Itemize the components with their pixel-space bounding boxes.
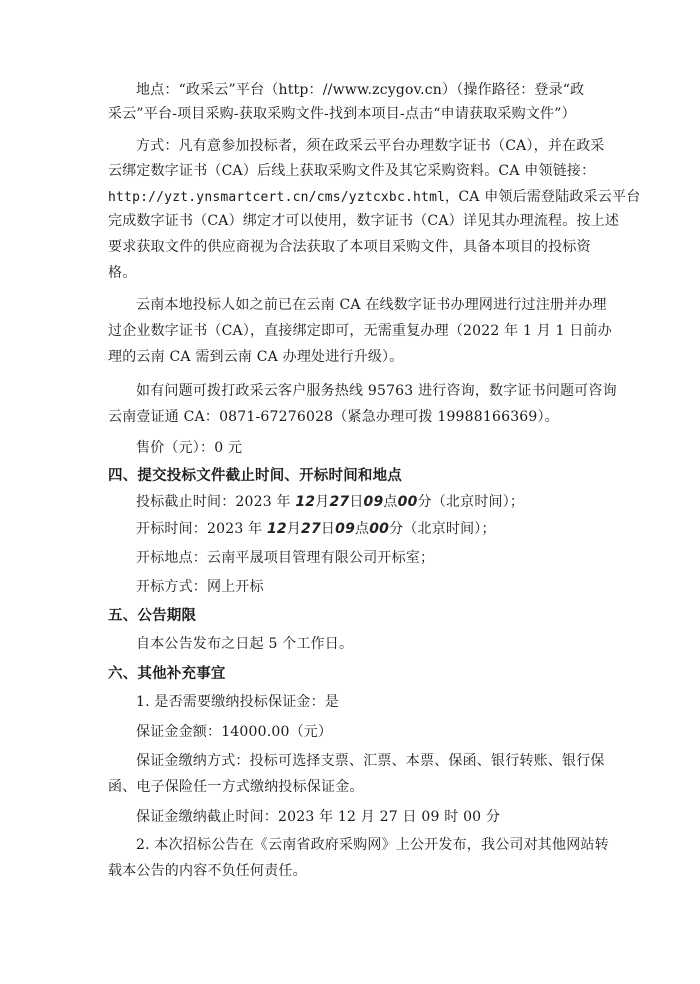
bid-deadline-month-unit: 月 xyxy=(315,494,330,510)
ca-link-url: http://yzt.ynsmartcert.cn/cms/yztcxbc.html， xyxy=(108,190,459,205)
local-bidder-line-2: 过企业数字证书（CA），直接绑定即可，无需重复办理（2022 年 1 月 1 日前办 xyxy=(108,323,612,339)
deposit-amount-line: 保证金金额：14000.00（元） xyxy=(136,724,333,740)
deposit-required-line: 1. 是否需要缴纳投标保证金：是 xyxy=(136,694,340,710)
opening-place-line: 开标地点：云南平晟项目管理有限公司开标室； xyxy=(136,550,435,566)
bid-deadline-month-handwritten: 12 xyxy=(295,494,316,510)
section-4-heading: 四、提交投标文件截止时间、开标时间和地点 xyxy=(108,467,402,484)
bid-deadline-line xyxy=(136,492,524,512)
method-line-2: 云绑定数字证书（CA）后线上获取采购文件及其它采购资料。CA 申领链接： xyxy=(108,163,596,179)
location-line-2: 采云”平台-项目采购-获取采购文件-找到本项目-点击“申请获取采购文件”） xyxy=(108,106,576,122)
method-line-3-rest: CA 申领后需登陆政采云平台 xyxy=(458,189,641,205)
bid-deadline-suffix: 分（北京时间）； xyxy=(417,494,525,510)
opening-day-unit: 日 xyxy=(320,521,336,537)
notice-period-line: 自本公告发布之日起 5 个工作日。 xyxy=(136,636,354,652)
method-line-5: 要求获取文件的供应商视为合法获取了本项目采购文件，具备本项目的投标资 xyxy=(108,239,591,255)
bid-deadline-day-unit: 日 xyxy=(349,494,364,510)
deposit-method-line-1: 保证金缴纳方式：投标可选择支票、汇票、本票、保函、银行转账、银行保 xyxy=(136,753,605,769)
deposit-method-line-2: 函、电子保险任一方式缴纳投标保证金。 xyxy=(108,779,364,795)
opening-hour-unit: 点 xyxy=(355,521,370,537)
method-line-1: 方式：凡有意参加投标者，须在政采云平台办理数字证书（CA），并在政采 xyxy=(136,138,605,154)
opening-mode-line: 开标方式：网上开标 xyxy=(136,579,264,595)
bid-deadline-prefix: 投标截止时间：2023 年 xyxy=(136,494,291,510)
method-line-6: 格。 xyxy=(108,265,137,281)
help-line-1: 如有问题可拨打政采云客户服务热线 95763 进行咨询，数字证书问题可咨询 xyxy=(136,383,617,399)
opening-hour-handwritten: 09 xyxy=(335,521,356,537)
local-bidder-line-3: 理的云南 CA 需到云南 CA 办理处进行升级）。 xyxy=(108,349,404,365)
opening-month-unit: 月 xyxy=(286,521,302,537)
section-5-heading: 五、公告期限 xyxy=(108,607,197,624)
method-line-3 xyxy=(108,187,640,208)
help-line-2: 云南壹证通 CA：0871-67276028（紧急办理可拨 19988166369）。 xyxy=(108,409,559,425)
opening-time-prefix: 开标时间：2023 年 xyxy=(136,521,263,537)
bid-deadline-minute-handwritten: 00 xyxy=(397,494,418,510)
method-line-4: 完成数字证书（CA）绑定才可以使用，数字证书（CA）详见其办理流程。按上述 xyxy=(108,213,620,229)
local-bidder-line-1: 云南本地投标人如之前已在云南 CA 在线数字证书办理网进行过注册并办理 xyxy=(136,297,607,313)
opening-day-handwritten: 27 xyxy=(301,521,321,537)
opening-minute-handwritten: 00 xyxy=(369,521,390,537)
opening-time-line xyxy=(136,519,496,539)
opening-month-handwritten: 12 xyxy=(266,521,287,537)
bid-deadline-hour-unit: 点 xyxy=(383,494,398,510)
bid-deadline-hour-handwritten: 09 xyxy=(363,494,384,510)
opening-time-suffix: 分（北京时间）； xyxy=(389,521,496,537)
bid-deadline-day-handwritten: 27 xyxy=(329,494,350,510)
publication-line-1: 2. 本次招标公告在《云南省政府采购网》上公开发布，我公司对其他网站转 xyxy=(136,837,609,853)
location-line-1: 地点：“政采云”平台（http：//www.zcygov.cn）（操作路径：登录“政 xyxy=(136,82,585,98)
publication-line-2: 载本公告的内容不负任何责任。 xyxy=(108,863,307,879)
price-line: 售价（元）：0 元 xyxy=(136,440,243,456)
section-6-heading: 六、其他补充事宜 xyxy=(108,665,226,682)
deposit-deadline-line: 保证金缴纳截止时间：2023 年 12 月 27 日 09 时 00 分 xyxy=(136,809,501,825)
